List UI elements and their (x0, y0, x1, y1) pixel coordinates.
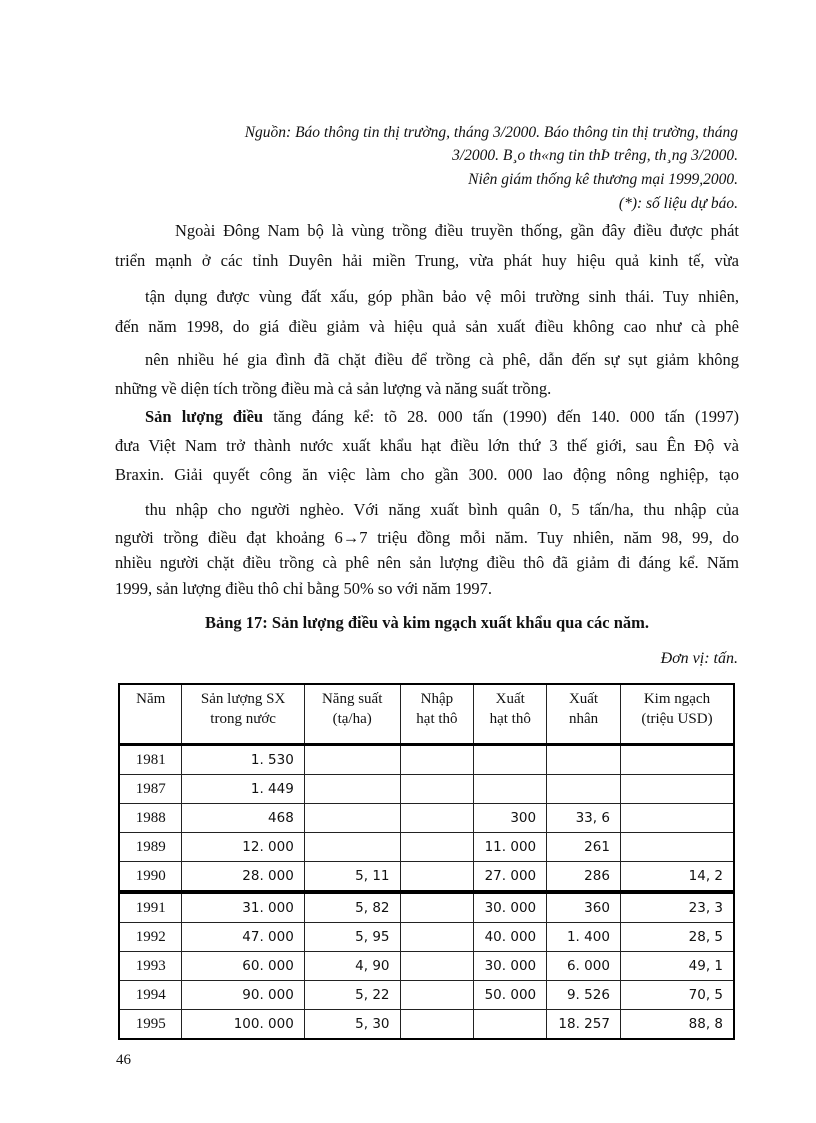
year-cell: 1989 (119, 833, 182, 862)
value-cell (474, 745, 547, 775)
value-cell (547, 775, 621, 804)
year-cell: 1990 (119, 862, 182, 893)
value-cell (304, 775, 400, 804)
table-header-row (119, 684, 734, 745)
value-cell: 5, 11 (304, 862, 400, 893)
paragraph-line: 1999, sản lượng điều thô chỉ bằng 50% so với năm 1997. (115, 579, 492, 598)
column-header-text: hạt thô (489, 711, 531, 727)
table-row (119, 952, 734, 981)
source-line-3: Niên giám thống kê thương mại 1999,2000. (468, 171, 738, 188)
column-header-text: nhân (568, 711, 599, 727)
value-cell: 49, 1 (620, 952, 734, 981)
value-cell: 5, 95 (304, 923, 400, 952)
value-cell: 1. 449 (182, 775, 304, 804)
value-cell (474, 1010, 547, 1040)
value-cell (400, 923, 474, 952)
value-cell: 70, 5 (620, 981, 734, 1010)
value-cell (304, 833, 400, 862)
value-cell (400, 952, 474, 981)
value-cell (400, 862, 474, 893)
table-row (119, 833, 734, 862)
table-row (119, 862, 734, 893)
value-cell: 30. 000 (474, 952, 547, 981)
paragraph-line (145, 407, 739, 427)
column-header-text: (tạ/ha) (332, 711, 372, 727)
value-cell: 50. 000 (474, 981, 547, 1010)
value-cell: 100. 000 (182, 1010, 304, 1040)
bold-lead: Sản lượng điều (145, 407, 264, 426)
paragraph-line: Braxin. Giải quyết công ăn việc làm cho gần 300. 000 lao động nông nghiệp, tạo (115, 465, 739, 484)
value-cell: 1. 400 (547, 923, 621, 952)
paragraph-line: đến năm 1998, do giá điều giảm và hiệu quả sản xuất điều không cao như cà phê (115, 317, 739, 336)
paragraph-line: tận dụng được vùng đất xấu, góp phần bảo vệ môi trường sinh thái. Tuy nhiên, (145, 287, 739, 306)
table-row (119, 775, 734, 804)
column-header-text: Nhập (420, 691, 454, 707)
value-cell: 286 (547, 862, 621, 893)
paragraph-line: thu nhập cho người nghèo. Với năng xuất bình quân 0, 5 tấn/ha, thu nhập của (145, 500, 739, 519)
value-cell (620, 745, 734, 775)
value-cell: 360 (547, 892, 621, 923)
table-body (119, 745, 734, 1040)
paragraph-line: nhiều người chặt điều trồng cà phê nên sản lượng điều thô đã giảm đi đáng kể. Năm (115, 553, 739, 572)
value-cell (620, 833, 734, 862)
year-cell: 1988 (119, 804, 182, 833)
column-header (182, 684, 304, 745)
year-cell: 1992 (119, 923, 182, 952)
column-header (400, 684, 474, 745)
column-header-text: Kim ngạch (643, 691, 711, 707)
page-number: 46 (116, 1052, 131, 1068)
value-cell: 5, 30 (304, 1010, 400, 1040)
table-row (119, 981, 734, 1010)
value-cell: 11. 000 (474, 833, 547, 862)
table-row (119, 804, 734, 833)
value-cell: 28. 000 (182, 862, 304, 893)
table-caption: Bảng 17: Sản lượng điều và kim ngạch xuất khẩu qua các năm. (204, 613, 650, 632)
value-cell: 88, 8 (620, 1010, 734, 1040)
source-line-4: (*): số liệu dự báo. (618, 195, 738, 212)
value-cell (400, 892, 474, 923)
value-cell: 261 (547, 833, 621, 862)
value-cell (304, 745, 400, 775)
value-cell: 28, 5 (620, 923, 734, 952)
value-cell: 31. 000 (182, 892, 304, 923)
value-cell: 60. 000 (182, 952, 304, 981)
value-cell: 23, 3 (620, 892, 734, 923)
paragraph-line: nên nhiều hé gia đình đã chặt điều để trồng cà phê, dẫn đến sự sụt giảm không (145, 350, 739, 369)
year-cell: 1995 (119, 1010, 182, 1040)
value-cell: 468 (182, 804, 304, 833)
year-cell: 1987 (119, 775, 182, 804)
value-cell: 40. 000 (474, 923, 547, 952)
column-header-text: Xuất (495, 691, 525, 707)
value-cell: 5, 82 (304, 892, 400, 923)
value-cell: 12. 000 (182, 833, 304, 862)
value-cell (304, 804, 400, 833)
paragraph-line-rest: tăng đáng kể: tõ 28. 000 tấn (1990) đến 140. 000 tấn (1997) (263, 407, 740, 426)
value-cell: 4, 90 (304, 952, 400, 981)
value-cell: 300 (474, 804, 547, 833)
source-line-2: 3/2000. B¸o th«ng tin thÞ trêng, th¸ng 3/2000. (452, 147, 738, 164)
data-table (118, 683, 735, 1040)
column-header-text: Xuất (568, 691, 599, 707)
value-cell (474, 775, 547, 804)
value-cell (400, 981, 474, 1010)
paragraph-line: Ngoài Đông Nam bộ là vùng trồng điều truyền thống, gần đây điều được phát (175, 221, 739, 240)
table-row (119, 923, 734, 952)
paragraph-line: triển mạnh ở các tỉnh Duyên hải miền Trung, vừa phát huy hiệu quả kinh tế, vừa (115, 251, 739, 270)
column-header-text: Năng suất (321, 691, 383, 707)
column-header (304, 684, 400, 745)
year-cell: 1991 (119, 892, 182, 923)
value-cell (620, 804, 734, 833)
column-header (474, 684, 547, 745)
paragraph-line: những về diện tích trồng điều mà cả sản lượng và năng suất trồng. (115, 379, 552, 398)
value-cell: 27. 000 (474, 862, 547, 893)
value-cell: 30. 000 (474, 892, 547, 923)
value-cell: 18. 257 (547, 1010, 621, 1040)
year-cell: 1993 (119, 952, 182, 981)
unit-label: Đơn vị: tấn. (660, 650, 738, 667)
column-header-text: (triệu USD) (641, 711, 713, 727)
value-cell (547, 745, 621, 775)
table-row (119, 1010, 734, 1040)
paragraph-line: người trồng điều đạt khoảng 6→7 triệu đồng mỗi năm. Tuy nhiên, năm 98, 99, do (115, 528, 739, 547)
year-cell: 1994 (119, 981, 182, 1010)
column-header-text: Năm (136, 691, 166, 707)
value-cell (400, 745, 474, 775)
table-row (119, 745, 734, 775)
value-cell (400, 775, 474, 804)
value-cell: 14, 2 (620, 862, 734, 893)
column-header-text: trong nước (210, 711, 276, 727)
value-cell: 33, 6 (547, 804, 621, 833)
year-cell: 1981 (119, 745, 182, 775)
column-header (119, 684, 182, 745)
value-cell: 1. 530 (182, 745, 304, 775)
column-header-text: Sản lượng SX (200, 691, 286, 707)
value-cell: 9. 526 (547, 981, 621, 1010)
value-cell: 47. 000 (182, 923, 304, 952)
value-cell: 5, 22 (304, 981, 400, 1010)
paragraph-line: đưa Việt Nam trở thành nước xuất khẩu hạt điều lớn thứ 3 thế giới, sau Ên Độ và (115, 436, 739, 455)
value-cell (400, 1010, 474, 1040)
column-header-text: hạt thô (416, 711, 458, 727)
value-cell (620, 775, 734, 804)
column-header (620, 684, 734, 745)
table-row (119, 892, 734, 923)
value-cell (400, 833, 474, 862)
value-cell (400, 804, 474, 833)
source-line-1: Nguồn: Báo thông tin thị trường, tháng 3/2000. Báo thông tin thị trường, tháng (244, 124, 738, 141)
value-cell: 6. 000 (547, 952, 621, 981)
value-cell: 90. 000 (182, 981, 304, 1010)
column-header (547, 684, 621, 745)
